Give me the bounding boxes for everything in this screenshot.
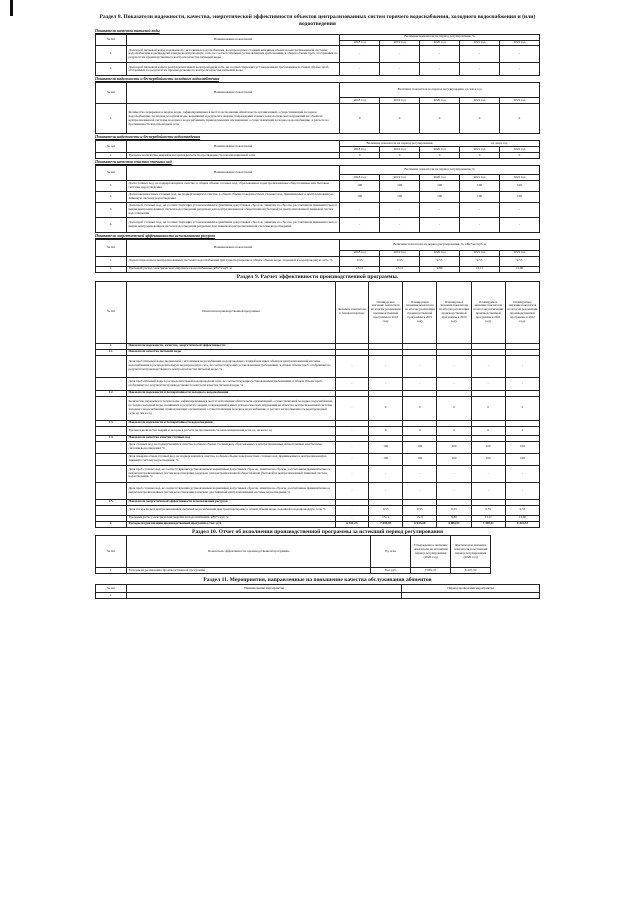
row-value: 100 [420, 191, 460, 202]
row-no: 2. [96, 266, 127, 272]
row-name: Показатели надежности, качества, энергетической эффективности: [127, 343, 336, 349]
row-no: 1.5. [96, 499, 127, 505]
col-year-plan: Планируемое значение показателя по итогам реализации производственной программы в 2021 году [471, 281, 505, 343]
row-name: Доля проб сточных вод, не соответствующих установленным нормативам допустимых сбросов, лимитам на сбросы, рассчитанная применительно к видам централизованных систем водоотведения раздельно для централизованной общесплавной (бытовой) и централизованной ливневой систем водоотведения, % [127, 465, 336, 482]
row-value: - [335, 377, 368, 390]
col-year-plan: Планируемое значение показателя по итогам реализации производственной программы в 2020 году [437, 281, 471, 343]
row-value: - [437, 377, 471, 390]
row-no: 1.1. [96, 349, 127, 355]
col-period: Величина показателя на период регулирования, ед./км в год [340, 83, 540, 98]
section-11-title: Раздел 11. Мероприятия, направленные на повышение качества обслуживания абонентов [203, 577, 432, 584]
document-page [95, 14, 540, 599]
row-value: 0,55 [471, 505, 505, 515]
row-value: 0 [437, 396, 471, 420]
row-value: - [420, 46, 460, 63]
row-value: - [403, 377, 437, 390]
row-value: 0,55 [369, 505, 403, 515]
col-year: 2021 год [460, 98, 500, 104]
row-value: - [380, 217, 420, 232]
row-name: Доля проб сточных вод, не соответствующих установленным нормативам допустимых сбросов, лимитам на сбросы, рассчитанная применительно к видам централизованных систем водоотведения раздельно для ливневой централизованной системы водоотведения, % [127, 482, 336, 499]
col-no: № п/п [96, 239, 127, 256]
measures-table [95, 584, 540, 599]
col-year-plan: Планируемое значение показателя по итогам реализации производственной программы в 2019 году [403, 281, 437, 343]
row-value: 13,11 [380, 266, 420, 272]
col-year: 2021 год [460, 40, 500, 46]
row-value: - [335, 396, 368, 420]
row-value: 0,55 [437, 505, 471, 515]
row-name [127, 593, 402, 599]
row-no: 1. [96, 46, 127, 63]
row-name: Доля потерь воды в централизованных системах водоснабжения при транспортировке в общем объеме воды, поданной в водопроводную сеть, % [127, 256, 340, 266]
row-value: 6 084,51 [437, 521, 471, 527]
col-unit: Ед. изм. [371, 536, 411, 568]
col-period: Величина показателя на период регулирования, %, кВт*час/куб. м [340, 239, 540, 250]
table-row [96, 521, 540, 527]
table-row [96, 153, 540, 159]
row-value: 0,55 [505, 505, 539, 515]
row-value: 0 [460, 104, 500, 134]
row-value: 100 [471, 441, 505, 453]
row-value: 100 [460, 180, 500, 191]
row-value: 0 [500, 104, 540, 134]
table-row [96, 377, 540, 390]
col-year: 2019 год [380, 147, 420, 153]
table-row [96, 441, 540, 453]
col-name: Показатель эффективности производственной программы [127, 536, 371, 568]
table-row [96, 482, 540, 499]
reliability-sewer-subtitle: Показатели надежности и бесперебойности водоотведения [95, 135, 201, 140]
col-no: № п/п [96, 166, 127, 181]
efficiency-table [95, 281, 540, 528]
row-value: - [500, 63, 540, 76]
col-year: 2018 год [340, 250, 380, 256]
row-value: 0 [505, 426, 539, 435]
row-value: - [403, 465, 437, 482]
row-value: 100 [403, 441, 437, 453]
row-value: 0 [340, 153, 380, 159]
row-value: - [505, 482, 539, 499]
col-year: 2020 год [420, 98, 460, 104]
row-value: - [460, 217, 500, 232]
row-value: - [403, 482, 437, 499]
row-no: 1. [96, 593, 127, 599]
row-value: 6 341,23 [335, 521, 368, 527]
row-value: - [505, 465, 539, 482]
row-value: 100 [380, 180, 420, 191]
col-no: № п/п [96, 34, 127, 46]
row-value: 100 [471, 453, 505, 465]
reliability-cold-table [95, 82, 540, 134]
row-name: Доля проб питьевой воды в распределительной водопроводной сети, не соответствующих установленным требованиям, в общем объеме проб, отобранных по результатам производственного контроля качества питьевой воды [127, 63, 340, 76]
col-year: 2022 год [500, 98, 540, 104]
col-year: 2021 год [460, 175, 500, 181]
col-no: № п/п [96, 83, 127, 104]
row-value: - [403, 355, 437, 377]
col-year: 2018 год [340, 175, 380, 181]
row-value: - [335, 515, 368, 521]
row-value: 0,55 [340, 256, 380, 266]
table-row [96, 453, 540, 465]
row-value: 0,55 [380, 256, 420, 266]
row-value: 0 [505, 396, 539, 420]
report-table [95, 535, 540, 574]
efficiency-table-body [96, 343, 540, 527]
col-year: 2018 год [340, 98, 380, 104]
row-name: Количество перерывов в подаче воды, зафиксированных в местах исполнения обязательств организацией, осуществляющей холодное водоснабжение, по подаче холодной воды, возникших в результате аварий, повреждений и иных технологических нарушений на объектах централизованной системы холодного водоснабжения, принадлежащих организации, осуществляющей холодное водоснабжение, в расчете на протяженность водопроводной сети [127, 104, 340, 134]
row-value: 100 [369, 453, 403, 465]
col-no: № п/п [96, 536, 127, 568]
row-no: 1. [96, 568, 127, 574]
row-name: Доля сточных вод, не подвергающихся очистке, в общем объеме сточных вод, сбрасываемых в централизованные общесплавные или бытовые системы водоотведения [127, 180, 340, 191]
row-value: 100 [437, 441, 471, 453]
row-value: 0 [460, 153, 500, 159]
col-year: 2018 год [340, 40, 380, 46]
row-name: Показатели энергетической эффективности использования ресурсов [127, 499, 336, 505]
row-name: Доля проб сточных вод, не соответствующих установленным нормативам допустимых сбросов, лимитам на сбросы, рассчитанная применительно к видам централизованных систем водоотведения раздельно для ливневой централизованной системы водоотведения [127, 217, 340, 232]
row-name: Показатели качества очистки сточных вод [127, 435, 336, 441]
row-value: - [437, 355, 471, 377]
row-name: Доля поверхностных сточных вод, не подвергающихся очистке, в общем объеме поверхностных сточных вод, принимаемых в централизованную ливневую систему водоотведения [127, 191, 340, 202]
col-period: Величина показателя на период регулирования, % [340, 34, 540, 40]
row-name: Показатели надежности и бесперебойности водоотведения [127, 420, 336, 426]
quality-wastewater-subtitle: Показатели качества очистки сточных вод [95, 160, 172, 165]
row-value: 0,55 [500, 256, 540, 266]
col-year: 2021 год [460, 147, 500, 153]
table-row [96, 505, 540, 515]
row-no [96, 396, 127, 420]
col-year: 2021 год [460, 250, 500, 256]
row-no [96, 482, 127, 499]
row-value: 13,11 [460, 266, 500, 272]
row-value: 100 [505, 441, 539, 453]
row-no: 2. [96, 63, 127, 76]
row-value: 100 [500, 180, 540, 191]
table-row [96, 63, 540, 76]
row-no [96, 505, 127, 515]
row-no: 1. [96, 256, 127, 266]
row-name: Расходы на реализацию производственной программы, тыс. руб. [127, 521, 336, 527]
row-name: Показатели качества питьевой воды [127, 349, 336, 355]
row-value: 13,11 [340, 266, 380, 272]
section-10-title: Раздел 10. Отчет об исполнении производственной программы за истекший период регулирования [192, 528, 443, 535]
row-no: 1.3. [96, 420, 127, 426]
row-name: Расходы на реализацию производственной программы [127, 568, 371, 574]
row-value: 7 039,95 [369, 521, 403, 527]
row-value: 0 [380, 153, 420, 159]
col-year: 2022 год [500, 40, 540, 46]
energy-subtitle: Показатели энергетической эффективности использования ресурсов [95, 233, 216, 238]
blank-cell [491, 568, 540, 574]
row-value: 0 [437, 426, 471, 435]
table-row [96, 180, 540, 191]
row-no [96, 355, 127, 377]
row-value: - [335, 465, 368, 482]
row-value: - [471, 482, 505, 499]
row-value: - [369, 377, 403, 390]
col-period: Величина показателя на период регулирования, [340, 141, 460, 147]
row-value: 0 [500, 153, 540, 159]
row-value: - [335, 441, 368, 453]
quality-water-subtitle: Показатели качества питьевой воды [95, 28, 160, 33]
reliability-sewer-table [95, 140, 540, 159]
row-no: 1. [96, 180, 127, 191]
row-value: - [380, 63, 420, 76]
col-year: 2019 год [380, 250, 420, 256]
row-value: - [500, 46, 540, 63]
row-value: - [369, 355, 403, 377]
energy-table [95, 239, 540, 273]
row-value: - [380, 46, 420, 63]
col-year: 2022 год [500, 147, 540, 153]
row-value: 6 423,33 [505, 521, 539, 527]
row-name: Удельное количество аварий и засоров в расчете на протяженность канализационной сети, ед. на км в год [127, 426, 336, 435]
section-9-title: Раздел 9. Расчет эффективности производственной программы. [236, 273, 399, 280]
table-row [96, 266, 540, 272]
row-value: - [500, 202, 540, 217]
col-base: Значение показателя в базовом периоде [335, 281, 368, 343]
table-row [96, 202, 540, 217]
row-name: Доля проб питьевой воды, подаваемой с источников водоснабжения, водопроводных станций или иных объектов централизованной системы водоснабжения в распределительную водопроводную сеть, не соответствующих установленным требованиям, в общем объеме проб, отобранных по результатам производственного контроля качества питьевой воды, % [127, 355, 336, 377]
row-value: 0 [380, 104, 420, 134]
row-name: Доля проб сточных вод, не соответствующих установленным нормативам допустимых сбросов, лимитам на сбросы, рассчитанная применительно к видам централизованных систем водоотведения раздельно для централизованной общесплавной (бытовой) и централизованной ливневой систем водоотведения [127, 202, 340, 217]
row-value: - [420, 217, 460, 232]
col-year: 2019 год [380, 98, 420, 104]
table-row [96, 593, 540, 599]
row-no: 2. [96, 521, 127, 527]
table-row [96, 104, 540, 134]
row-value: - [335, 482, 368, 499]
table-row [96, 46, 540, 63]
row-no: 1. [96, 343, 127, 349]
section-8-title: Раздел 8. Показатели надежности, качества, энергетической эффективности объектов централизованных систем горячего водоснабжения, холодного водоснабжения и (или) водоотведения [99, 14, 536, 27]
col-year-plan: Планируемое значение показателя по итогам реализации производственной программы в 2018 году [369, 281, 403, 343]
row-name: Удельный расход электрической энергии на водоснабжение, кВт*ч/куб. м [127, 266, 340, 272]
row-name: Доля потерь воды в централизованных системах водоснабжения при транспортировке в общем объеме воды, поданной в водопроводную сеть, % [127, 505, 336, 515]
row-value: 0 [420, 153, 460, 159]
row-name: Удельное количество аварий и засоров в расчете на протяженность канализационной сети [127, 153, 340, 159]
table-row [96, 355, 540, 377]
row-no: 2. [96, 191, 127, 202]
col-name: Наименование показателей [127, 166, 340, 181]
col-name: Показатели производственной программы [127, 281, 336, 343]
row-value: - [335, 355, 368, 377]
row-value: - [460, 202, 500, 217]
row-value: 100 [420, 180, 460, 191]
row-value: 13,00 [505, 515, 539, 521]
row-no [96, 377, 127, 390]
row-name: Показатели надежности и бесперебойности холодного водоснабжения [127, 390, 336, 396]
table-row [96, 568, 540, 574]
row-value: 0,55 [420, 256, 460, 266]
col-year: 2019 год [380, 40, 420, 46]
row-value: 0 [369, 426, 403, 435]
table-row [96, 191, 540, 202]
row-name: Доля проб питьевой воды, подаваемой с источников водоснабжения, водопроводных станций или иных объектов централизованной системы водоснабжения в распределительную водопроводную сеть, не соответствующих установленным требованиям, в общем объеме проб, отобранных по результатам производственного контроля качества питьевой воды [127, 46, 340, 63]
table-row [96, 217, 540, 232]
row-value: 100 [460, 191, 500, 202]
row-value: 100 [380, 191, 420, 202]
row-value: - [471, 465, 505, 482]
quality-water-table [95, 34, 540, 77]
col-year: 2020 год [420, 250, 460, 256]
row-value: 0 [403, 426, 437, 435]
row-value: - [437, 482, 471, 499]
col-no: № п/п [96, 141, 127, 153]
row-value: 0 [420, 104, 460, 134]
scan-edge-mark [10, 0, 13, 16]
row-value: - [340, 202, 380, 217]
col-year: 2020 год [420, 40, 460, 46]
row-name: Доля проб питьевой воды в распределительной водопроводной сети, не соответствующих установленным требованиям, в общем объеме проб, отобранных по результатам производственного контроля качества питьевой воды, % [127, 377, 336, 390]
row-no: 4. [96, 217, 127, 232]
row-value: 9,80 [437, 515, 471, 521]
row-value: 0,55 [403, 505, 437, 515]
row-value: 100 [500, 191, 540, 202]
row-no: 1.2. [96, 390, 127, 396]
row-name: Количество перерывов в подаче воды, зафиксированных в местах исполнения обязательств организацией, осуществляющей холодное водоснабжение, по подаче холодной воды, возникших в результате аварий, повреждений и иных технологических нарушений на объектах централизованной системы холодного водоснабжения, принадлежащих организации, осуществляющей холодное водоснабжение, в расчете на протяженность водопроводной сети, ед./км в год [127, 396, 336, 420]
row-value: 100 [505, 453, 539, 465]
row-value: - [340, 217, 380, 232]
row-unit: Тыс.руб. [371, 568, 411, 574]
col-year: 2018 год [340, 147, 380, 153]
row-value: - [420, 202, 460, 217]
row-value: 100 [403, 453, 437, 465]
row-value: - [340, 46, 380, 63]
row-value: 100 [437, 453, 471, 465]
row-value: 0 [340, 104, 380, 134]
row-value: 9,80 [420, 266, 460, 272]
row-name: Удельный расход электрической энергии на водоснабжение, кВт*ч/куб. м [127, 515, 336, 521]
col-plan: Утвержденное значение показателя на истекший период регулирования (2020 год) [411, 536, 451, 568]
col-name: Наименование показателей [127, 83, 340, 104]
col-name: Наименование показателей [127, 239, 340, 256]
row-no: 1.4. [96, 435, 127, 441]
row-value: 13,11 [403, 515, 437, 521]
row-value: 100 [340, 180, 380, 191]
table-row [96, 426, 540, 435]
row-value: 13,00 [500, 266, 540, 272]
row-value: - [500, 217, 540, 232]
col-name: Наименование показателей [127, 141, 340, 153]
quality-wastewater-table [95, 165, 540, 233]
row-value: 6 943,68 [403, 521, 437, 527]
row-value: 0 [403, 396, 437, 420]
row-name: Доля сточных вод, не подвергающихся очистке, в общем объеме сточных вод, сбрасываемых в централизованные общесплавные или бытовые системы водоотведения, % [127, 441, 336, 453]
row-value: - [369, 465, 403, 482]
row-value: - [340, 63, 380, 76]
blank-cell [491, 536, 540, 568]
row-value: - [420, 63, 460, 76]
col-year: 2020 год [420, 147, 460, 153]
col-no: № п/п [96, 585, 127, 593]
col-year: 2022 год [500, 175, 540, 181]
table-row [96, 465, 540, 482]
row-value: 0 [369, 396, 403, 420]
col-period: Величина показателя на период регулирования, % [340, 166, 540, 175]
row-value: 100 [369, 441, 403, 453]
row-value: 100 [340, 191, 380, 202]
row-fact: 8 207,59 [451, 568, 491, 574]
table-row [96, 256, 540, 266]
col-unit: ед./км в год [460, 141, 540, 147]
col-no: № п/п [96, 281, 127, 343]
row-value: - [335, 426, 368, 435]
col-name: Наименование мероприятия [127, 585, 402, 593]
row-no [96, 453, 127, 465]
row-name: Доля поверхностных сточных вод, не подвергающихся очистке, в общем объеме поверхностных сточных вод, принимаемых в централизованную ливневую систему водоотведения, % [127, 453, 336, 465]
row-no: 3. [96, 202, 127, 217]
row-value: - [505, 355, 539, 377]
row-value: - [335, 453, 368, 465]
row-no: 1. [96, 153, 127, 159]
row-value: 7 390,11 [471, 521, 505, 527]
row-value: - [505, 377, 539, 390]
row-period [402, 593, 540, 599]
row-value: 0 [471, 396, 505, 420]
row-value: - [460, 63, 500, 76]
row-value: - [471, 355, 505, 377]
col-year: 2019 год [380, 175, 420, 181]
row-no [96, 465, 127, 482]
row-value: - [335, 505, 368, 515]
row-plan: 7 081,31 [411, 568, 451, 574]
row-value: 13,11 [471, 515, 505, 521]
col-fact: Фактическое значение показателя за истекший период регулирования (2020 год) [451, 536, 491, 568]
row-value: 0,55 [460, 256, 500, 266]
row-value: - [380, 202, 420, 217]
col-period: Период проведения мероприятия [402, 585, 540, 593]
row-value: - [460, 46, 500, 63]
col-year: 2020 год [420, 175, 460, 181]
row-no: 1. [96, 104, 127, 134]
col-year-plan: Планируемое значение показателя по итогам реализации производственной программы в 2022 году [505, 281, 539, 343]
row-value: - [471, 377, 505, 390]
row-value: 13,11 [369, 515, 403, 521]
col-name: Наименование показателей [127, 34, 340, 46]
row-no [96, 441, 127, 453]
row-value: - [437, 465, 471, 482]
row-value: 0 [471, 426, 505, 435]
row-value: - [369, 482, 403, 499]
reliability-cold-subtitle: Показатели надежности и бесперебойности холодного водоснабжения [95, 77, 220, 82]
col-year: 2022 год [500, 250, 540, 256]
table-row [96, 396, 540, 420]
row-no [96, 426, 127, 435]
